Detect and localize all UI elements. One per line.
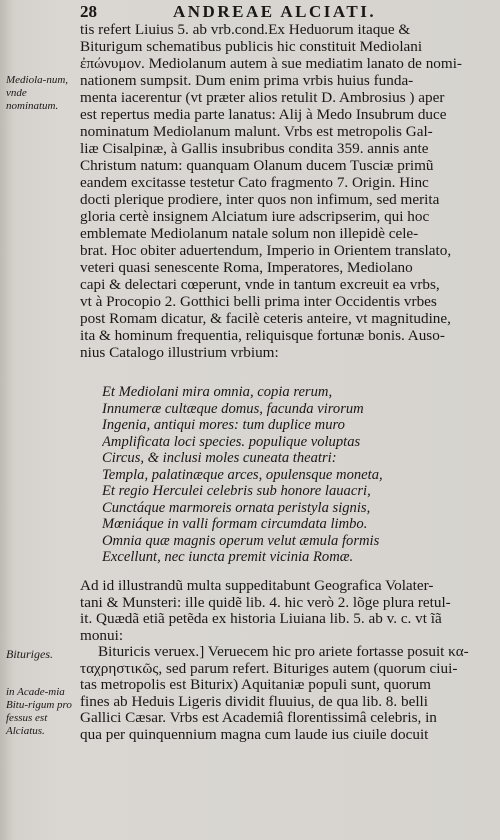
text-line: Bituricis veruex.] Veruecem hic pro ariete fortasse posuit κα- bbox=[98, 644, 469, 660]
verse-line: Et Mediolani mira omnia, copia rerum, bbox=[102, 384, 333, 400]
text-line: menta iacerentur (vt præter alios retulit D. Ambrosius ) aper bbox=[80, 89, 445, 106]
verse-line: Excellunt, nec iuncta premit vicinia Romæ. bbox=[102, 549, 354, 565]
verse-line: Amplificata loci species. populique voluptas bbox=[102, 433, 361, 450]
text-line: est repertus media parte lanatus: Alij à Medo Insubrum duce bbox=[80, 106, 447, 123]
text-line: docti plerique prodiere, inter quos non infimum, sed merita bbox=[80, 191, 440, 208]
ausonius-verse bbox=[102, 384, 482, 566]
margin-note-bituriges: Bituriges. bbox=[6, 647, 53, 661]
verse-line: Innumeræ cultæque domus, facunda virorum bbox=[102, 400, 364, 417]
text-line: nationem sumpsit. Dum enim prima vrbis huius funda- bbox=[80, 72, 414, 89]
text-line: gloria certè insignem Alciatum iure adscripserim, qui hoc bbox=[80, 208, 430, 225]
text-line: Christum natum: quanquam Olanum ducem Tusciæ primũ bbox=[80, 157, 434, 174]
text-line: capi & delectari cœperunt, vnde in tantum excreuit ea vrbs, bbox=[80, 276, 440, 293]
verse-line: Cunctáque marmoreis ornata peristyla signis, bbox=[102, 499, 371, 516]
commentary-text bbox=[80, 21, 488, 361]
verse-line: Ingenia, antiqui mores: tum duplice muro bbox=[102, 417, 345, 433]
text-line: liæ Cisalpinæ, à Gallis insubribus condita 359. annis ante bbox=[80, 140, 429, 157]
page-header bbox=[80, 2, 480, 22]
text-line: nius Catalogo illustrium vrbium: bbox=[80, 344, 279, 361]
margin-note-academia: in Acade-mia Bitu-rigum pro fessus est Alciatus. bbox=[6, 686, 72, 737]
text-line: tas metropolis est Biturix) Aquitaniæ populi sunt, quorum bbox=[80, 677, 431, 693]
verse-line: Circus, & inclusi moles cuneata theatri: bbox=[102, 450, 337, 466]
text-line: eandem excitasse testetur Cato fragmento 7. Origin. Hinc bbox=[80, 174, 429, 191]
running-head: ANDREAE ALCIATI. bbox=[173, 2, 377, 21]
text-line: emblemate Mediolanum natale solum non illepidè cele- bbox=[80, 225, 419, 242]
text-line: qua per quinquennium magna cum laude ius ciuile docuit bbox=[80, 726, 429, 743]
verse-line: Templa, palatinæque arces, opulensque moneta, bbox=[102, 466, 383, 483]
text-line: tani & Munsteri: ille quidẽ lib. 4. hic verò 2. lõge plura retul- bbox=[80, 594, 451, 611]
text-line: nominatum Mediolanum malunt. Vrbs est metropolis Gal- bbox=[80, 123, 433, 140]
text-line: ita & hominum frequentia, reliquisque fortunæ bonis. Auso- bbox=[80, 327, 445, 344]
page-number: 28 bbox=[80, 2, 97, 21]
text-line: vt à Procopio 2. Gotthici belli prima inter Occidentis vrbes bbox=[80, 293, 437, 310]
text-line: brat. Hoc obiter aduertendum, Imperio in Orientem translato, bbox=[80, 242, 452, 259]
text-line: veteri quasi senescente Roma, Imperatores, Mediolano bbox=[80, 259, 413, 276]
verse-line: Mœniáque in valli formam circumdata limbo. bbox=[102, 516, 368, 532]
text-line: Biturigum schematibus publicis hic constituit Mediolani bbox=[80, 38, 423, 55]
text-line: monui: bbox=[80, 627, 124, 644]
verse-line: Et regio Herculei celebris sub honore lauacri, bbox=[102, 483, 371, 499]
text-line: fines ab Heduis Ligeris dividit fluuius, de qua lib. 8. belli bbox=[80, 693, 428, 710]
text-line: Ad id illustrandũ multa suppeditabunt Geografica Volater- bbox=[80, 578, 434, 594]
verse-line: Omnia quæ magnis operum velut æmula formis bbox=[102, 532, 380, 549]
text-line: Gallici Cæsar. Vrbs est Academiâ florentissimâ celebris, in bbox=[80, 710, 437, 726]
text-line: post Romam dicatur, & facilè ceteris anteire, vt magnitudine, bbox=[80, 310, 451, 327]
text-line: ἐπώνυμον. Mediolanum autem à sue mediatim lanato de nomi- bbox=[80, 55, 462, 72]
text-line: ταχρηστικῶς, sed parum refert. Bituriges autem (quorum ciui- bbox=[80, 660, 458, 677]
text-line: it. Quædã etiã petẽda ex historia Liuiana lib. 5. ab v. c. vt ĩã bbox=[80, 611, 442, 627]
margin-note-mediolanum: Mediola-num, vnde nominatum. bbox=[6, 74, 69, 112]
commentary-text-continued bbox=[80, 578, 488, 743]
text-line: tis refert Liuius 5. ab vrb.cond.Ex Heduorum itaque & bbox=[80, 21, 411, 38]
